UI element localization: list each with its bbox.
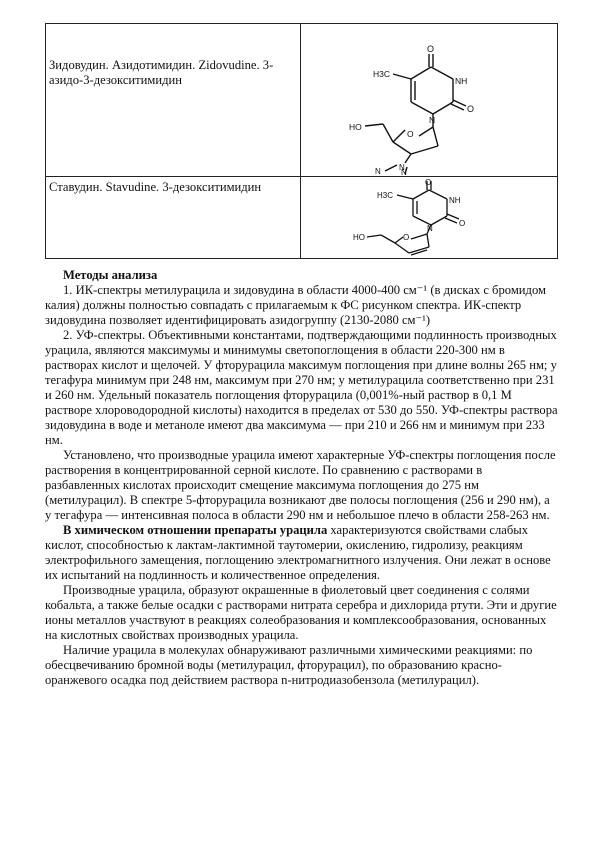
drug-name: Ставудин. Stavudine. 3-дезокситимидин	[49, 180, 262, 194]
drug-table	[45, 23, 558, 259]
structure-cell	[301, 177, 558, 259]
paragraph-reactions: Наличие урацила в молекулах обнаруживают различными химическими реакциями: по обесцвечиванию бромной воды (метилурацил, фторурацил), по образованию красно-оранжевого осадка под действием раствора n-нитродиазобензола (метилурацил).	[45, 643, 533, 687]
methyl-label: H3C	[373, 69, 391, 79]
zidovudine-structure	[301, 24, 557, 176]
section-heading: Методы анализа	[63, 268, 158, 282]
azide-n-label: N	[401, 168, 407, 176]
ring-oxygen-label: O	[407, 129, 414, 139]
oxygen-label: O	[467, 104, 475, 114]
drug-name-cell	[46, 24, 301, 177]
hydroxyl-label: HO	[349, 122, 362, 132]
paragraph-uv-sulfuric: Установлено, что производные урацила имеют характерные УФ-спектры поглощения после растворения в концентрированной серной кислоте. По сравнению с растворами в разбавленных кислотах происходит смещение максимума поглощения до 275 нм (метилурацил). В спектре 5-фторурацила возникают две полосы поглощения (256 и 290 нм), а у тегафура — интенсивная полоса в области 290 нм и небольшое плечо в области 258-263 нм.	[45, 448, 556, 522]
structure-cell	[301, 24, 558, 177]
paragraph-metal-ions: Производные урацила, образуют окрашенные в фиолетовый цвет соединения с солями кобальта, а также белые осадки с растворами нитрата серебра и дихлорида ртути. Эти и другие ионы металлов участвуют в реакциях солеобразования и комплексообразования, основанных на кислотных свойствах производных урацила.	[45, 583, 557, 642]
table-row	[46, 177, 558, 259]
oxygen-label: O	[425, 178, 432, 187]
paragraph-chemical	[45, 523, 558, 583]
methods-section	[45, 268, 558, 688]
nh-label: NH	[455, 76, 468, 86]
nitrogen-label: N	[429, 115, 436, 125]
nh-label: NH	[449, 196, 461, 205]
azide-n-label: N	[375, 167, 381, 176]
nitrogen-label: N	[427, 224, 433, 233]
methyl-label: H3C	[377, 191, 394, 200]
drug-name-cell	[46, 177, 301, 259]
azide-n-label: N	[399, 163, 405, 172]
paragraph-uv: 2. УФ-спектры. Объективными константами, подтверждающими подлинность производных урацила, являются максимумы и минимумы светопоглощения в области 220-300 нм в растворах кислот и щелочей. У фторурацила максимум поглощения при длине волны 265 нм; у тегафура минимум при 248 нм, максимум при 270 нм; у метилурацила соответственно при 231 и 260 нм. Удельный показатель поглощения фторурацила (0,001%-ный раствор в 0,1 М растворе хлороводородной кислоты) находится в пределах от 530 до 550. УФ-спектры раствора зидовудина в воде и метаноле имеют два максимума — при 210 и 266 нм и минимум при 233 нм.	[45, 328, 558, 447]
paragraph-ir: 1. ИК-спектры метилурацила и зидовудина в области 4000-400 см⁻¹ (в дисках с бромидом калия) должны полностью совпадать с прилагаемым к ФС рисунком спектра. ИК-спектр зидовудина позволяет идентифицировать азидогруппу (2130-2080 см⁻¹)	[45, 283, 546, 327]
drug-name: Зидовудин. Азидотимидин. Zidovudine. 3-азидо-3-дезокситимидин	[49, 58, 274, 87]
ring-oxygen-label: O	[403, 233, 410, 242]
oxygen-label: O	[427, 44, 435, 54]
oxygen-label: O	[459, 219, 466, 228]
hydroxyl-label: HO	[353, 233, 365, 242]
table-row	[46, 24, 558, 177]
paragraph-text: характеризуются свойствами слабых кислот, способностью к лактам-лактимной таутомерии, окислению, гидролизу, реакциям электрофильного замещения, поглощению электромагнитного излучения. Они лежат в основе их испытаний на подлинность и количественное определения.	[45, 523, 551, 582]
stavudine-structure	[301, 177, 557, 258]
paragraph-bold-lead: В химическом отношении препараты урацила	[63, 523, 328, 537]
